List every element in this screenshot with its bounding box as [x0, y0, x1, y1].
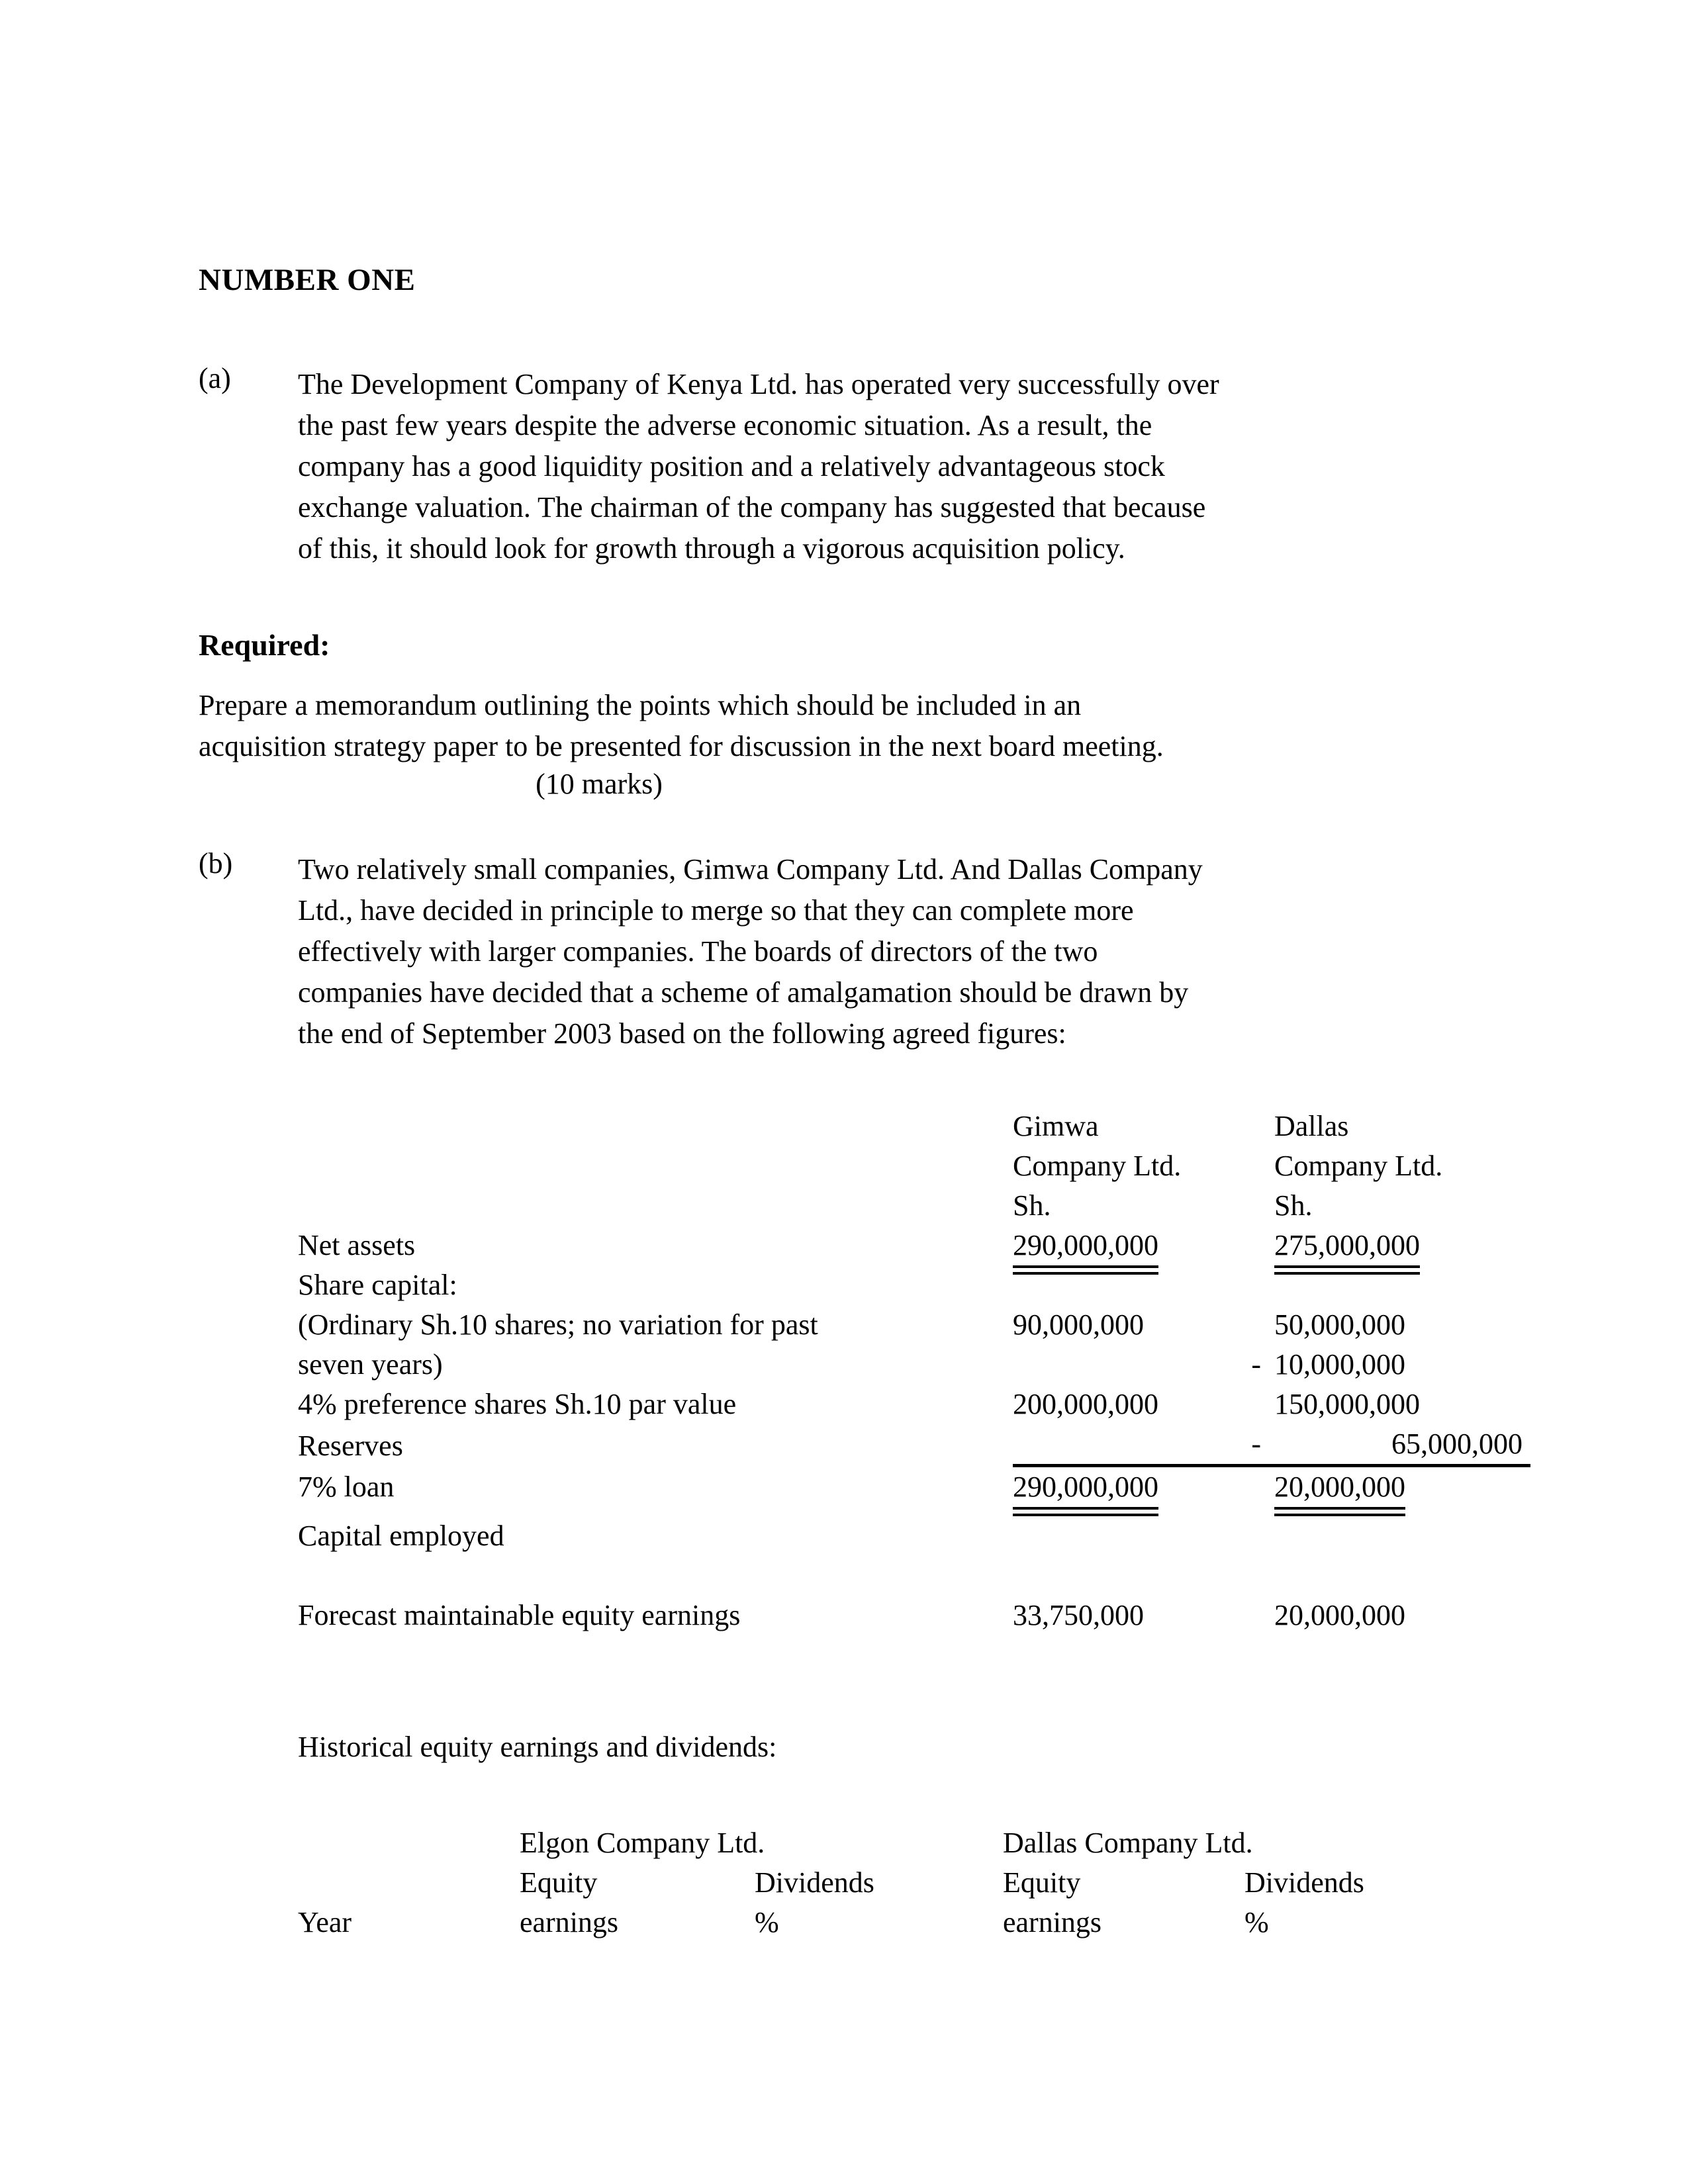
row-value-gimwa: 90,000,000 [1013, 1308, 1144, 1341]
table-row [298, 1596, 1530, 1635]
col-header-dallas-unit: Sh. [1274, 1189, 1313, 1222]
hist-subheader-dividends-left: Dividends [755, 1866, 874, 1899]
item-b [199, 849, 1506, 1054]
row-value-dallas: 20,000,000 [1274, 1599, 1405, 1631]
col-header-dallas-line2: Company Ltd. [1274, 1150, 1443, 1182]
row-label: Capital employed [298, 1520, 504, 1552]
item-a-line: The Development Company of Kenya Ltd. has operated very successfully over [298, 368, 1219, 400]
row-value-dallas: 10,000,000 [1274, 1348, 1405, 1381]
hist-subheader-percent-right: % [1244, 1906, 1269, 1938]
hist-subheader-equity-left: Equity [520, 1866, 598, 1899]
row-value-gimwa: - [1251, 1348, 1261, 1381]
table-header-row [298, 1186, 1530, 1226]
hist-subheader-percent-left: % [755, 1906, 779, 1938]
hist-subheader-earnings-left: earnings [520, 1906, 619, 1938]
figures-table [298, 1107, 1530, 1635]
item-b-body [298, 849, 1506, 1054]
row-value-gimwa: 33,750,000 [1013, 1599, 1144, 1631]
item-a-line: company has a good liquidity position and a relatively advantageous stock [298, 450, 1165, 482]
page-title: NUMBER ONE [199, 263, 416, 297]
row-value-gimwa: - [1251, 1428, 1261, 1460]
col-header-dallas-line1: Dallas [1274, 1110, 1349, 1142]
table-row [298, 1265, 1530, 1305]
item-a-body [298, 364, 1506, 569]
row-label: Share capital: [298, 1269, 457, 1301]
item-a-line: exchange valuation. The chairman of the company has suggested that because [298, 491, 1206, 523]
item-b-line: Ltd., have decided in principle to merge so that they can complete more [298, 894, 1134, 927]
required-body [199, 685, 1506, 767]
row-value-dallas: 275,000,000 [1274, 1226, 1420, 1265]
col-header-gimwa-line2: Company Ltd. [1013, 1150, 1182, 1182]
item-a-line: the past few years despite the adverse economic situation. As a result, the [298, 409, 1152, 441]
row-value-dallas: 50,000,000 [1274, 1308, 1405, 1341]
table-row [298, 1466, 1530, 1508]
hist-header-dallas: Dallas Company Ltd. [1003, 1827, 1253, 1859]
hist-company-header-row [298, 1823, 1463, 1863]
row-label: 4% preference shares Sh.10 par value [298, 1388, 737, 1420]
row-value-dallas: 150,000,000 [1274, 1388, 1420, 1420]
row-value-gimwa: 200,000,000 [1013, 1388, 1158, 1420]
hist-subheader-row [298, 1863, 1463, 1903]
required-line: Prepare a memorandum outlining the points which should be included in an [199, 689, 1082, 721]
marks-label: (10 marks) [536, 768, 663, 800]
table-row [298, 1424, 1530, 1466]
row-value-gimwa: 290,000,000 [1013, 1467, 1158, 1507]
item-b-line: the end of September 2003 based on the following agreed figures: [298, 1017, 1066, 1050]
table-row [298, 1385, 1530, 1424]
item-b-line: Two relatively small companies, Gimwa Company Ltd. And Dallas Company [298, 853, 1203, 886]
table-row [298, 1226, 1530, 1265]
col-header-gimwa-line1: Gimwa [1013, 1110, 1099, 1142]
hist-subheader-dividends-right: Dividends [1244, 1866, 1364, 1899]
hist-subheader-year: Year [298, 1906, 352, 1938]
item-a-marker: (a) [199, 362, 231, 394]
item-a-line: of this, it should look for growth through a vigorous acquisition policy. [298, 532, 1125, 565]
item-b-line: companies have decided that a scheme of amalgamation should be drawn by [298, 976, 1189, 1009]
item-b-line: effectively with larger companies. The boards of directors of the two [298, 935, 1098, 968]
item-a [199, 364, 1506, 569]
hist-subheader-earnings-right: earnings [1003, 1906, 1102, 1938]
hist-header-elgon: Elgon Company Ltd. [520, 1827, 765, 1859]
item-b-marker: (b) [199, 847, 233, 880]
required-heading: Required: [199, 628, 330, 662]
row-label: 7% loan [298, 1471, 395, 1503]
hist-subheader-equity-right: Equity [1003, 1866, 1081, 1899]
required-line: acquisition strategy paper to be presented for discussion in the next board meeting. [199, 730, 1164, 762]
table-header-row [298, 1146, 1530, 1186]
table-row [298, 1345, 1530, 1385]
row-label: Reserves [298, 1429, 403, 1462]
table-row [298, 1305, 1530, 1345]
historical-caption: Historical equity earnings and dividends: [298, 1731, 777, 1763]
row-label: seven years) [298, 1348, 443, 1381]
row-value-dallas: 20,000,000 [1274, 1467, 1405, 1507]
row-label: Net assets [298, 1229, 416, 1261]
historical-table [298, 1823, 1463, 1942]
table-header-row [298, 1107, 1530, 1146]
row-value-gimwa: 290,000,000 [1013, 1226, 1158, 1265]
row-value-dallas: 65,000,000 [1391, 1428, 1523, 1460]
row-label: Forecast maintainable equity earnings [298, 1599, 741, 1631]
row-label: (Ordinary Sh.10 shares; no variation for past [298, 1308, 818, 1341]
table-spacer-row [298, 1556, 1530, 1596]
hist-subheader-row [298, 1903, 1463, 1942]
col-header-gimwa-unit: Sh. [1013, 1189, 1051, 1222]
